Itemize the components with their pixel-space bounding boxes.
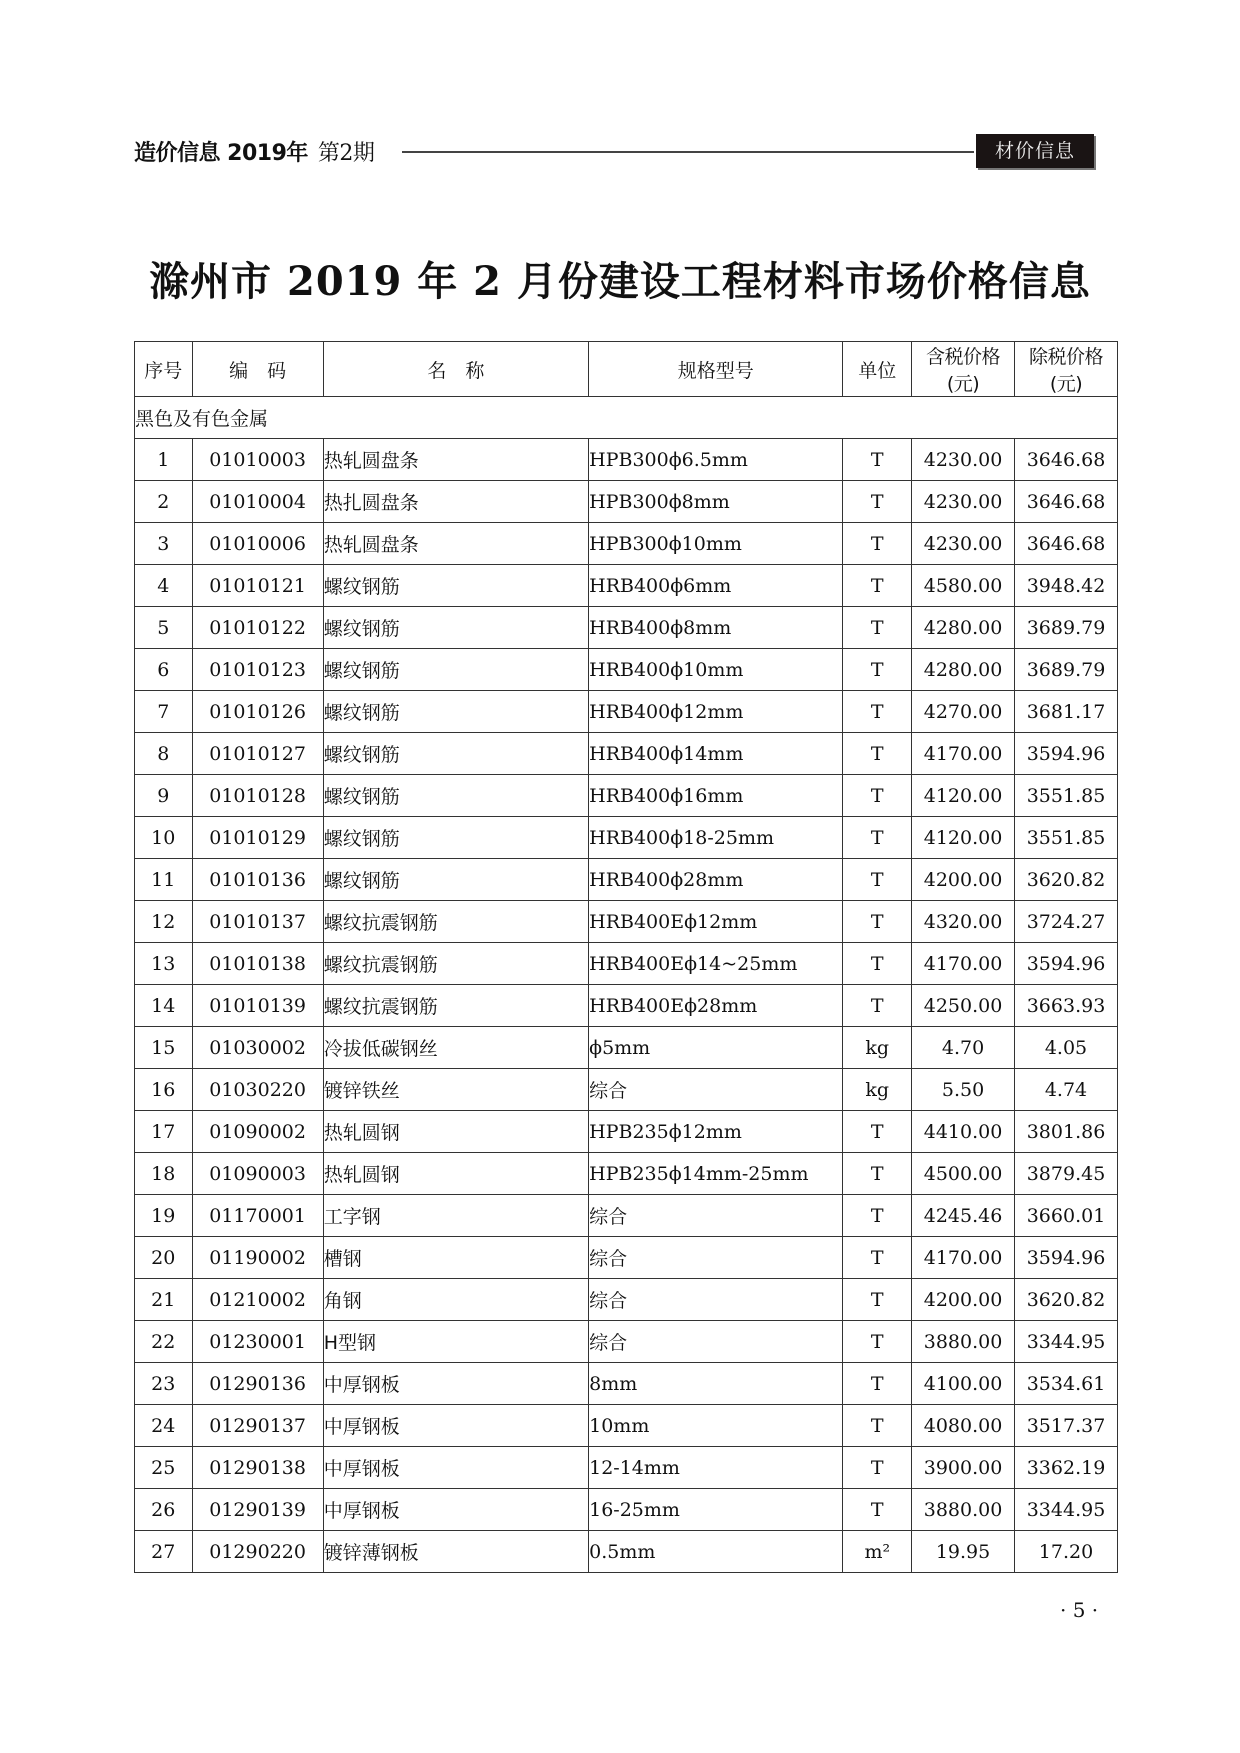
material-name: 螺纹钢筋 [323,733,588,775]
price-with-tax: 4320.00 [912,901,1015,943]
table-row [135,1531,1118,1573]
row-number: 12 [135,901,193,943]
material-code: 01230001 [192,1321,323,1363]
price-with-tax: 4280.00 [912,649,1015,691]
price-with-tax: 3880.00 [912,1489,1015,1531]
row-number: 18 [135,1153,193,1195]
price-without-tax: 3594.96 [1015,1237,1118,1279]
price-with-tax: 4410.00 [912,1111,1015,1153]
material-name: 镀锌铁丝 [323,1069,588,1111]
row-number: 14 [135,985,193,1027]
material-code: 01010137 [192,901,323,943]
material-unit: T [843,523,912,565]
price-with-tax: 4245.46 [912,1195,1015,1237]
material-code: 01210002 [192,1279,323,1321]
page-number: · 5 · [1060,1598,1099,1622]
table-row [135,985,1118,1027]
material-code: 01010136 [192,859,323,901]
section-row [135,397,1118,439]
material-spec: HRB400ϕ28mm [589,859,843,901]
price-without-tax: 3689.79 [1015,649,1118,691]
material-code: 01010129 [192,817,323,859]
material-name: 槽钢 [323,1237,588,1279]
material-unit: kg [843,1069,912,1111]
header-rule [402,151,974,153]
material-unit: T [843,1363,912,1405]
material-name: 热轧圆钢 [323,1111,588,1153]
table-row [135,649,1118,691]
table-row [135,1321,1118,1363]
material-unit: T [843,1153,912,1195]
price-with-tax: 4500.00 [912,1153,1015,1195]
col-header-name: 名 称 [323,342,588,397]
material-name: 螺纹抗震钢筋 [323,985,588,1027]
material-name: 螺纹钢筋 [323,775,588,817]
row-number: 5 [135,607,193,649]
material-code: 01010121 [192,565,323,607]
material-unit: T [843,817,912,859]
price-without-tax: 3517.37 [1015,1405,1118,1447]
material-name: 热轧圆盘条 [323,523,588,565]
material-name: 螺纹抗震钢筋 [323,943,588,985]
price-with-tax: 4270.00 [912,691,1015,733]
material-spec: 综合 [589,1195,843,1237]
material-name: 中厚钢板 [323,1447,588,1489]
row-number: 3 [135,523,193,565]
price-without-tax: 3620.82 [1015,1279,1118,1321]
table-row [135,565,1118,607]
publication-name [134,136,374,167]
row-number: 2 [135,481,193,523]
material-code: 01290137 [192,1405,323,1447]
material-code: 01010126 [192,691,323,733]
material-code: 01290220 [192,1531,323,1573]
row-number: 11 [135,859,193,901]
section-label: 黑色及有色金属 [135,397,1118,439]
col-header-price-notax: 除税价格(元) [1015,342,1118,397]
material-unit: T [843,859,912,901]
price-without-tax: 3344.95 [1015,1489,1118,1531]
table-row [135,1111,1118,1153]
price-without-tax: 3344.95 [1015,1321,1118,1363]
material-code: 01290138 [192,1447,323,1489]
material-spec: 8mm [589,1363,843,1405]
material-spec: HRB400Eϕ12mm [589,901,843,943]
row-number: 26 [135,1489,193,1531]
material-name: H型钢 [323,1321,588,1363]
material-spec: HRB400ϕ16mm [589,775,843,817]
material-code: 01010127 [192,733,323,775]
material-spec: ϕ5mm [589,1027,843,1069]
material-unit: T [843,901,912,943]
price-with-tax: 4230.00 [912,523,1015,565]
material-code: 01030220 [192,1069,323,1111]
material-name: 中厚钢板 [323,1489,588,1531]
price-with-tax: 4.70 [912,1027,1015,1069]
material-name: 角钢 [323,1279,588,1321]
price-with-tax: 4250.00 [912,985,1015,1027]
material-spec: 综合 [589,1069,843,1111]
row-number: 22 [135,1321,193,1363]
material-name: 螺纹钢筋 [323,817,588,859]
material-unit: T [843,1237,912,1279]
section-badge: 材价信息 [976,134,1094,168]
material-name: 螺纹钢筋 [323,607,588,649]
price-with-tax: 4080.00 [912,1405,1015,1447]
col-header-spec: 规格型号 [589,342,843,397]
price-without-tax: 3620.82 [1015,859,1118,901]
material-name: 中厚钢板 [323,1363,588,1405]
table-row [135,1027,1118,1069]
material-unit: T [843,691,912,733]
material-code: 01290139 [192,1489,323,1531]
price-with-tax: 4580.00 [912,565,1015,607]
material-unit: T [843,649,912,691]
price-with-tax: 4280.00 [912,607,1015,649]
price-without-tax: 17.20 [1015,1531,1118,1573]
price-without-tax: 3646.68 [1015,481,1118,523]
material-code: 01090002 [192,1111,323,1153]
table-row [135,1195,1118,1237]
row-number: 19 [135,1195,193,1237]
col-header-code: 编 码 [192,342,323,397]
material-name: 螺纹钢筋 [323,649,588,691]
price-with-tax: 19.95 [912,1531,1015,1573]
price-with-tax: 3900.00 [912,1447,1015,1489]
material-spec: 综合 [589,1279,843,1321]
table-row [135,481,1118,523]
material-spec: HRB400ϕ12mm [589,691,843,733]
material-code: 01010003 [192,439,323,481]
material-unit: T [843,1195,912,1237]
material-spec: 综合 [589,1321,843,1363]
row-number: 20 [135,1237,193,1279]
row-number: 25 [135,1447,193,1489]
row-number: 15 [135,1027,193,1069]
col-header-unit: 单位 [843,342,912,397]
price-without-tax: 4.05 [1015,1027,1118,1069]
price-without-tax: 3362.19 [1015,1447,1118,1489]
material-unit: T [843,775,912,817]
row-number: 16 [135,1069,193,1111]
table-row [135,523,1118,565]
price-with-tax: 4170.00 [912,1237,1015,1279]
material-name: 冷拔低碳钢丝 [323,1027,588,1069]
issue-number: 第2期 [317,141,375,166]
row-number: 1 [135,439,193,481]
material-spec: HRB400ϕ18-25mm [589,817,843,859]
material-name: 热轧圆盘条 [323,439,588,481]
table-row [135,943,1118,985]
material-unit: T [843,943,912,985]
material-code: 01090003 [192,1153,323,1195]
material-code: 01010139 [192,985,323,1027]
table-row [135,733,1118,775]
page-title: 滁州市 2019 年 2 月份建设工程材料市场价格信息 [149,258,1091,305]
table-row [135,691,1118,733]
price-without-tax: 3801.86 [1015,1111,1118,1153]
material-unit: kg [843,1027,912,1069]
price-with-tax: 4170.00 [912,733,1015,775]
table-row [135,901,1118,943]
material-spec: 16-25mm [589,1489,843,1531]
material-unit: T [843,565,912,607]
row-number: 6 [135,649,193,691]
price-without-tax: 3551.85 [1015,775,1118,817]
material-unit: T [843,481,912,523]
price-with-tax: 4120.00 [912,817,1015,859]
price-without-tax: 3551.85 [1015,817,1118,859]
material-name: 螺纹抗震钢筋 [323,901,588,943]
material-spec: HPB300ϕ6.5mm [589,439,843,481]
material-unit: m² [843,1531,912,1573]
material-code: 01170001 [192,1195,323,1237]
table-row [135,1447,1118,1489]
table-row [135,1279,1118,1321]
material-spec: HRB400Eϕ14~25mm [589,943,843,985]
price-without-tax: 3660.01 [1015,1195,1118,1237]
material-name: 热扎圆盘条 [323,481,588,523]
price-without-tax: 3681.17 [1015,691,1118,733]
col-header-no: 序号 [135,342,193,397]
table-body [135,397,1118,1573]
material-spec: 0.5mm [589,1531,843,1573]
row-number: 21 [135,1279,193,1321]
material-spec: HPB300ϕ10mm [589,523,843,565]
table-header-row [135,342,1118,397]
row-number: 10 [135,817,193,859]
row-number: 4 [135,565,193,607]
material-unit: T [843,733,912,775]
price-with-tax: 5.50 [912,1069,1015,1111]
row-number: 7 [135,691,193,733]
price-with-tax: 3880.00 [912,1321,1015,1363]
material-code: 01010004 [192,481,323,523]
row-number: 13 [135,943,193,985]
price-table [134,341,1118,1573]
price-without-tax: 3646.68 [1015,523,1118,565]
row-number: 23 [135,1363,193,1405]
row-number: 17 [135,1111,193,1153]
material-unit: T [843,439,912,481]
running-header [134,130,1094,174]
material-code: 01010006 [192,523,323,565]
row-number: 9 [135,775,193,817]
material-unit: T [843,607,912,649]
material-code: 01290136 [192,1363,323,1405]
price-with-tax: 4100.00 [912,1363,1015,1405]
table-row [135,775,1118,817]
material-name: 热轧圆钢 [323,1153,588,1195]
table-row [135,817,1118,859]
material-spec: HRB400Eϕ28mm [589,985,843,1027]
material-unit: T [843,1489,912,1531]
material-code: 01010123 [192,649,323,691]
material-spec: 10mm [589,1405,843,1447]
table-row [135,439,1118,481]
material-spec: HPB235ϕ14mm-25mm [589,1153,843,1195]
price-without-tax: 3594.96 [1015,733,1118,775]
price-with-tax: 4230.00 [912,481,1015,523]
table-row [135,607,1118,649]
price-without-tax: 3879.45 [1015,1153,1118,1195]
price-with-tax: 4200.00 [912,1279,1015,1321]
row-number: 24 [135,1405,193,1447]
col-header-price-tax: 含税价格(元) [912,342,1015,397]
material-unit: T [843,985,912,1027]
material-code: 01010138 [192,943,323,985]
row-number: 27 [135,1531,193,1573]
price-without-tax: 3948.42 [1015,565,1118,607]
price-without-tax: 3689.79 [1015,607,1118,649]
price-with-tax: 4170.00 [912,943,1015,985]
material-name: 螺纹钢筋 [323,691,588,733]
publication-title: 造价信息 2019年 [134,141,308,166]
price-without-tax: 4.74 [1015,1069,1118,1111]
table-row [135,1237,1118,1279]
material-code: 01190002 [192,1237,323,1279]
material-spec: 12-14mm [589,1447,843,1489]
price-without-tax: 3646.68 [1015,439,1118,481]
material-name: 工字钢 [323,1195,588,1237]
table-row [135,1405,1118,1447]
material-spec: HRB400ϕ6mm [589,565,843,607]
material-spec: HRB400ϕ14mm [589,733,843,775]
material-unit: T [843,1279,912,1321]
price-with-tax: 4230.00 [912,439,1015,481]
material-spec: HPB235ϕ12mm [589,1111,843,1153]
material-unit: T [843,1321,912,1363]
price-with-tax: 4200.00 [912,859,1015,901]
material-unit: T [843,1405,912,1447]
table-row [135,1363,1118,1405]
price-without-tax: 3663.93 [1015,985,1118,1027]
price-without-tax: 3594.96 [1015,943,1118,985]
material-code: 01010128 [192,775,323,817]
material-unit: T [843,1111,912,1153]
material-spec: HRB400ϕ8mm [589,607,843,649]
material-spec: 综合 [589,1237,843,1279]
table-row [135,859,1118,901]
row-number: 8 [135,733,193,775]
price-with-tax: 4120.00 [912,775,1015,817]
price-without-tax: 3534.61 [1015,1363,1118,1405]
material-name: 镀锌薄钢板 [323,1531,588,1573]
material-code: 01030002 [192,1027,323,1069]
table-row [135,1153,1118,1195]
price-without-tax: 3724.27 [1015,901,1118,943]
material-name: 螺纹钢筋 [323,565,588,607]
material-spec: HPB300ϕ8mm [589,481,843,523]
table-row [135,1489,1118,1531]
material-code: 01010122 [192,607,323,649]
material-unit: T [843,1447,912,1489]
material-name: 中厚钢板 [323,1405,588,1447]
material-name: 螺纹钢筋 [323,859,588,901]
table-row [135,1069,1118,1111]
material-spec: HRB400ϕ10mm [589,649,843,691]
